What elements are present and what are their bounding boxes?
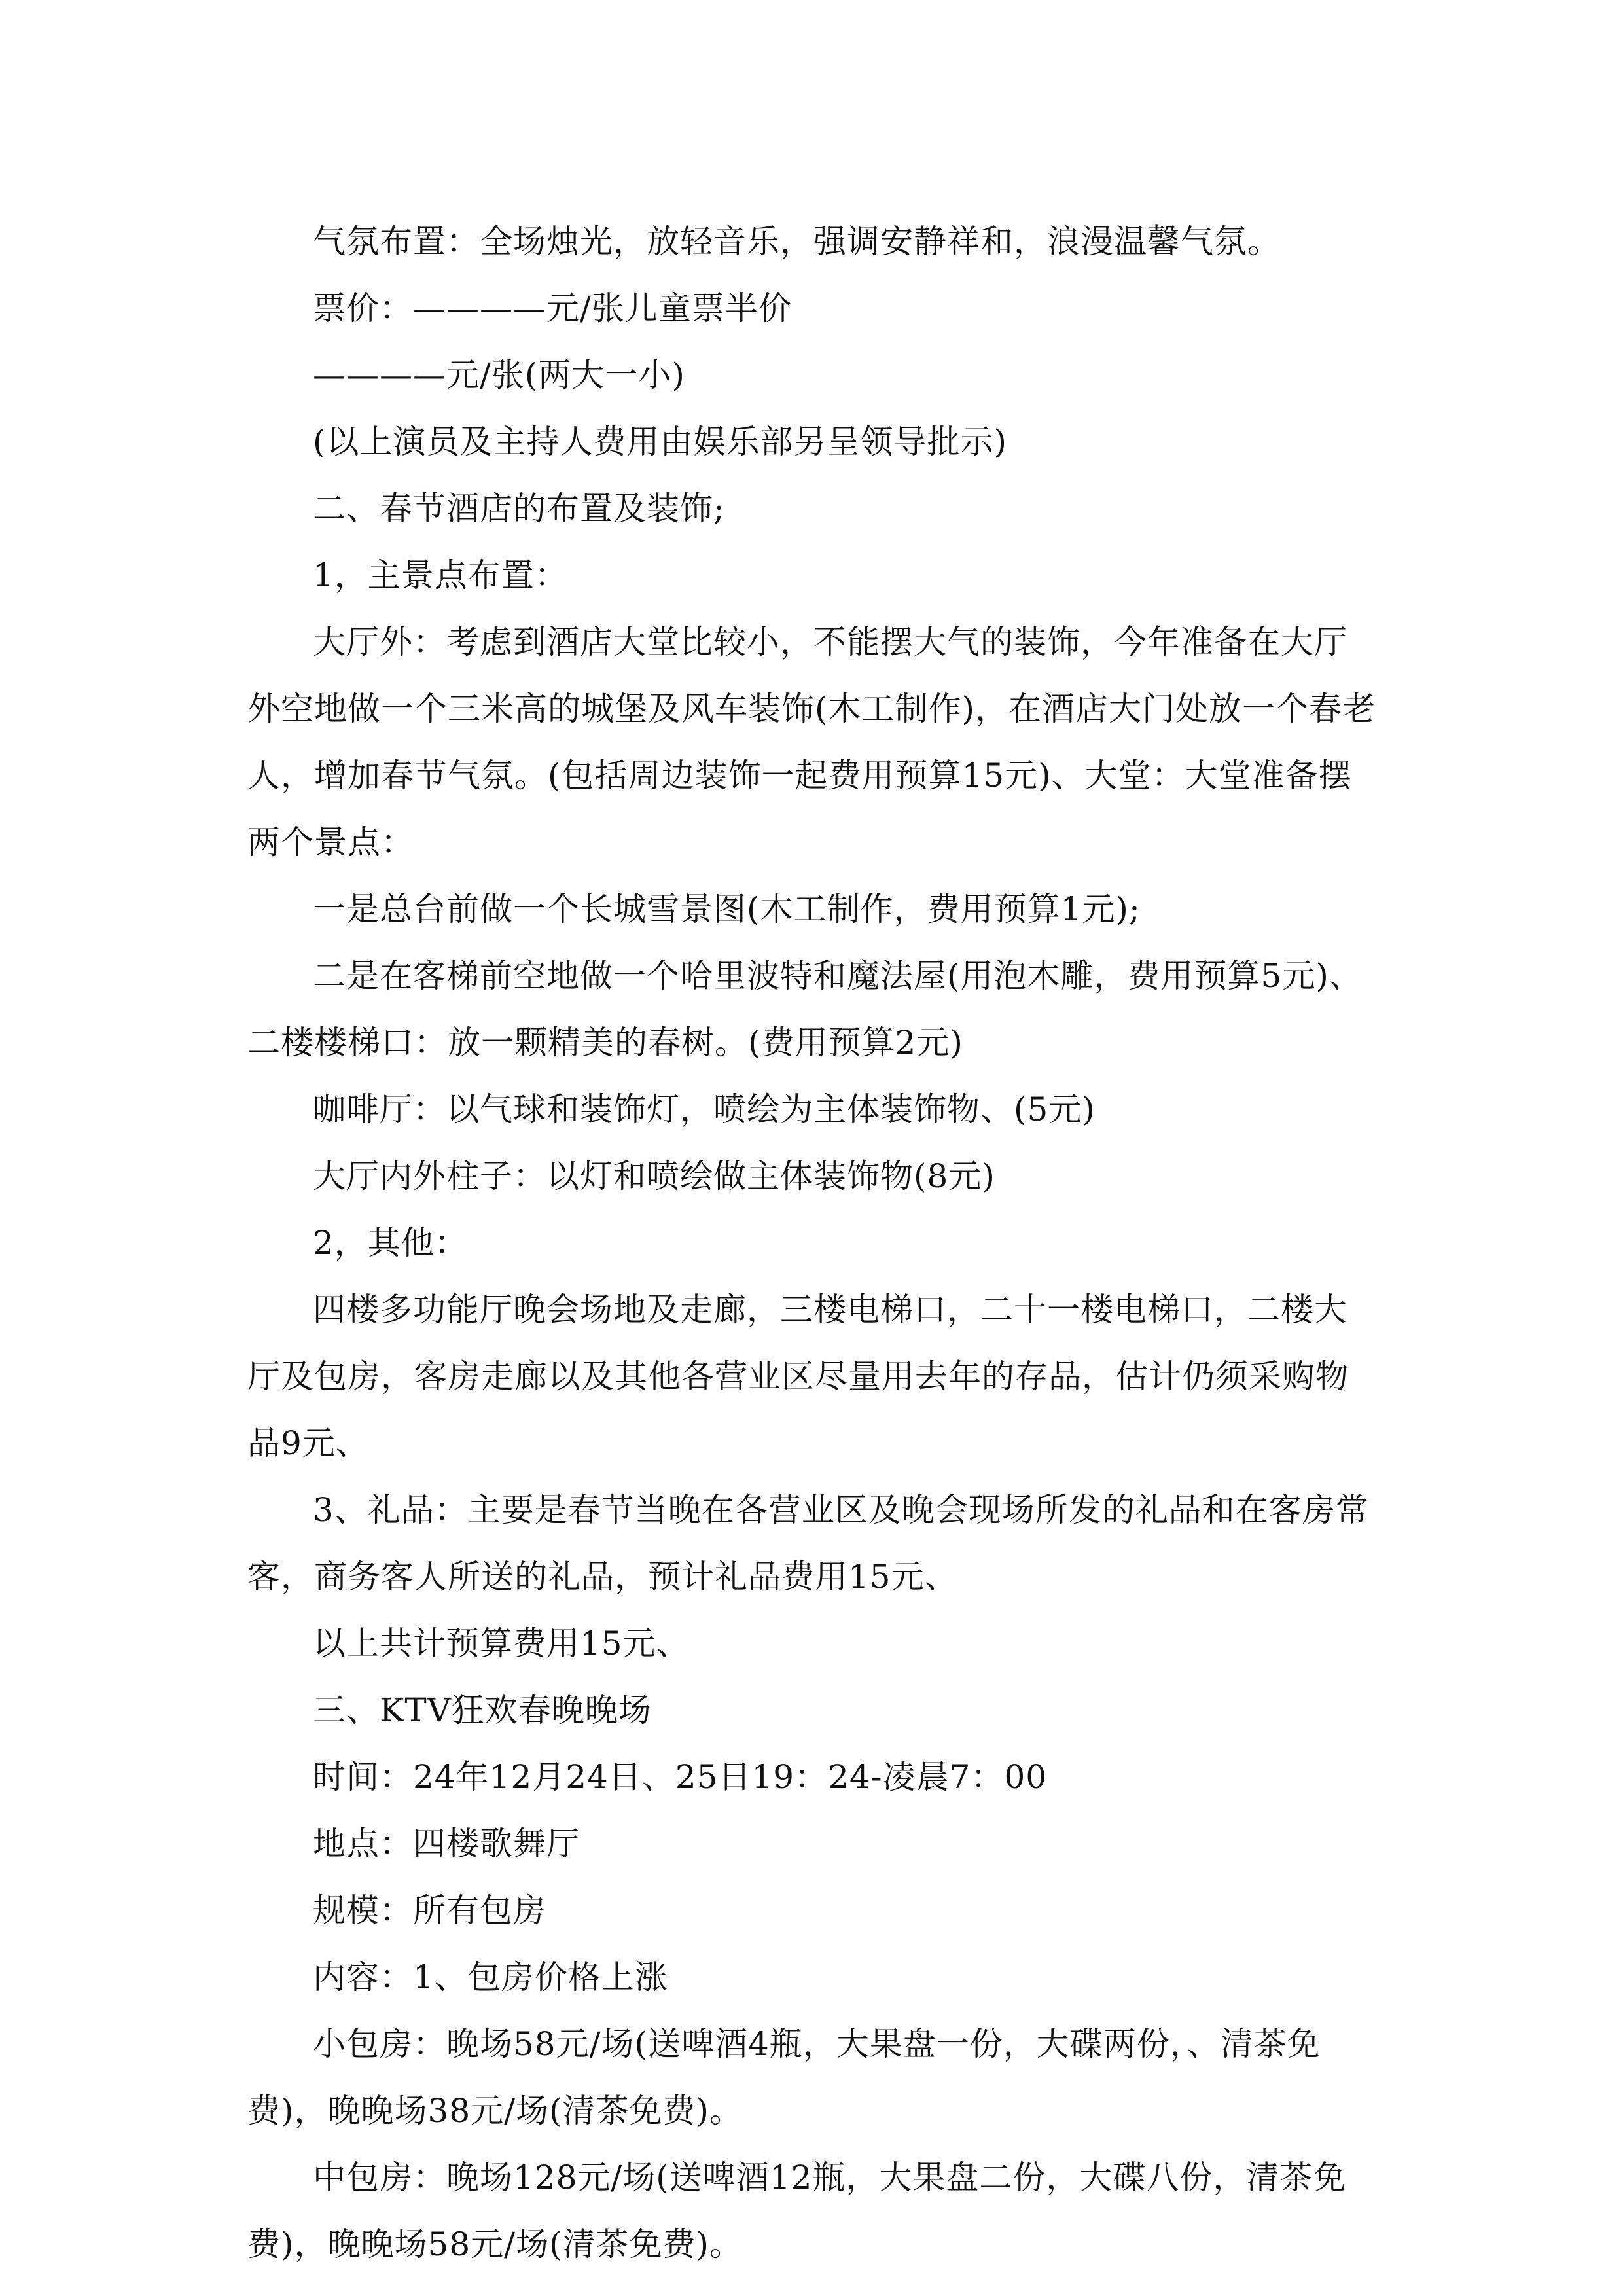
paragraph-elevator-area: 二是在客梯前空地做一个哈里波特和魔法屋(用泡木雕，费用预算5元)、二楼楼梯口：放一颗精美的春树。(费用预算2元)	[247, 957, 1363, 1062]
paragraph-cafe: 咖啡厅：以气球和装饰灯，喷绘为主体装饰物、(5元)	[313, 1090, 1096, 1128]
document-body	[247, 208, 1380, 2278]
subheading-others: 2，其他：	[313, 1224, 468, 1262]
paragraph-content: 内容：1、包房价格上涨	[313, 1958, 668, 1996]
paragraph-family-ticket: ————元/张(两大一小)	[313, 356, 685, 394]
paragraph-pillars: 大厅内外柱子：以灯和喷绘做主体装饰物(8元)	[313, 1157, 995, 1195]
paragraph-atmosphere: 气氛布置：全场烛光，放轻音乐，强调安静祥和，浪漫温馨气氛。	[313, 223, 1281, 260]
paragraph-medium-room: 中包房：晚场128元/场(送啤酒12瓶，大果盘二份，大碟八份，清茶免费)，晚晚场58元/场(清茶免费)。	[247, 2159, 1347, 2263]
paragraph-front-desk: 一是总台前做一个长城雪景图(木工制作，费用预算1元);	[313, 890, 1141, 928]
paragraph-total-budget: 以上共计预算费用15元、	[313, 1624, 690, 1662]
subheading-main-scenes: 1，主景点布置：	[313, 556, 568, 594]
section-heading-decoration: 二、春节酒店的布置及装饰;	[313, 490, 725, 528]
paragraph-time: 时间：24年12月24日、25日19：24-凌晨7：00	[313, 1758, 1048, 1796]
paragraph-scale: 规模：所有包房	[313, 1892, 546, 1929]
paragraph-gifts: 3、礼品：主要是春节当晚在各营业区及晚会现场所发的礼品和在客房常客，商务客人所送的礼品，预计礼品费用15元、	[247, 1491, 1369, 1596]
paragraph-lobby-exterior: 大厅外：考虑到酒店大堂比较小，不能摆大气的装饰，今年准备在大厅外空地做一个三米高的城堡及风车装饰(木工制作)，在酒店大门处放一个春老人，增加春节气氛。(包括周边装饰一起费用预算15元)、大堂：大堂准备摆两个景点：	[247, 623, 1376, 861]
section-heading-ktv: 三、KTV狂欢春晚晚场	[313, 1691, 652, 1729]
paragraph-other-areas: 四楼多功能厅晚会场地及走廊，三楼电梯口，二十一楼电梯口，二楼大厅及包房，客房走廊以及其他各营业区尽量用去年的存品，估计仍须采购物品9元、	[247, 1291, 1349, 1462]
paragraph-performer-fee-note: (以上演员及主持人费用由娱乐部另呈领导批示)	[313, 423, 1008, 461]
paragraph-location: 地点：四楼歌舞厅	[313, 1825, 580, 1863]
paragraph-small-room: 小包房：晚场58元/场(送啤酒4瓶，大果盘一份，大碟两份，、清茶免费)，晚晚场38元/场(清茶免费)。	[247, 2025, 1321, 2130]
paragraph-ticket-price: 票价：————元/张儿童票半价	[313, 289, 792, 327]
